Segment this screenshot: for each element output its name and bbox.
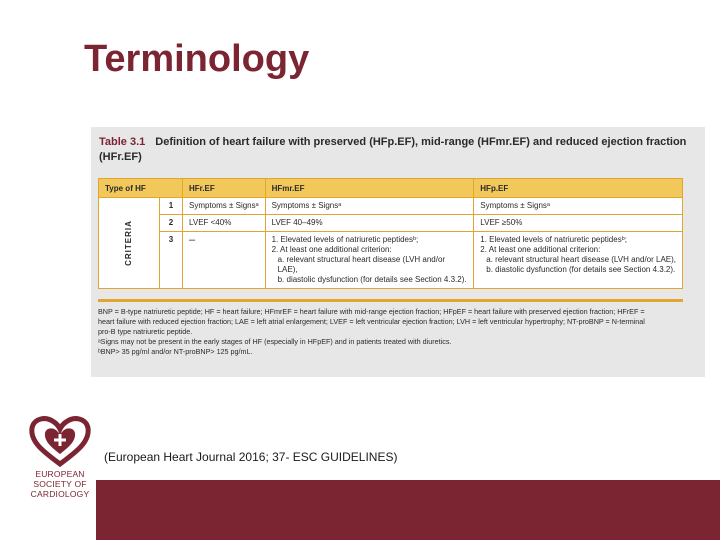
logo-line: EUROPEAN [35, 469, 85, 479]
criterion-line: 2. At least one additional criterion: [271, 245, 392, 254]
criterion-line: 1. Elevated levels of natriuretic peptidesᵇ; [480, 235, 627, 244]
table-caption [99, 135, 697, 150]
table-caption-line1: Definition of heart failure with preserved (HFp.EF), mid-range (HFmr.EF) and reduced ejection fraction [155, 136, 687, 148]
esc-logo [24, 414, 96, 498]
source-reference: (European Heart Journal 2016; 37- ESC GUIDELINES) [104, 450, 398, 464]
table-footnotes [98, 307, 698, 357]
heart-icon [24, 414, 96, 468]
footnote-line: heart failure with reduced ejection fraction; LAE = left atrial enlargement; LVEF = left ventricular ejection fraction; LVH = left ventricular hypertrophy; NT-proBNP = N-terminal [98, 317, 645, 326]
criteria-label: CRITERIA [124, 220, 133, 266]
esc-logo-text [24, 469, 96, 499]
cell-hfpef: Symptoms ± Signsᵃ [474, 198, 683, 215]
criterion-line: b. diastolic dysfunction (for details see Section 4.3.2). [277, 275, 467, 284]
criterion-line: 2. At least one additional criterion: [480, 245, 601, 254]
criterion-line: 1. Elevated levels of natriuretic peptidesᵇ; [271, 235, 419, 244]
footnote-line: pro-B type natriuretic peptide. [98, 327, 193, 336]
table-bottom-rule [98, 299, 683, 302]
logo-line: SOCIETY OF [33, 479, 87, 489]
cell-hfmref [265, 232, 474, 289]
table-row [99, 198, 683, 215]
criterion-line: a. relevant structural heart disease (LVH and/or LAE), [486, 255, 677, 264]
cell-hfref: – [183, 232, 266, 289]
table-header-row [99, 179, 683, 198]
criterion-line: b. diastolic dysfunction (for details see Section 4.3.2). [486, 265, 676, 274]
hf-definition-table [98, 178, 683, 289]
cell-hfref: LVEF <40% [183, 215, 266, 232]
table-number: Table 3.1 [99, 136, 146, 148]
row-number: 1 [160, 198, 183, 215]
cell-hfmref: Symptoms ± Signsᵃ [265, 198, 474, 215]
table-figure [91, 127, 705, 377]
table-row [99, 215, 683, 232]
row-number: 3 [160, 232, 183, 289]
header-hfref: HFr.EF [183, 179, 266, 198]
cell-hfpef: LVEF ≥50% [474, 215, 683, 232]
cell-hfref: Symptoms ± Signsᵃ [183, 198, 266, 215]
header-hfpef: HFp.EF [474, 179, 683, 198]
footnote-line: ᵇBNP> 35 pg/ml and/or NT-proBNP> 125 pg/mL. [98, 347, 253, 356]
footnote-line: BNP = B-type natriuretic peptide; HF = heart failure; HFmrEF = heart failure with mid-range ejection fraction; HFpEF = heart failure with preserved ejection fraction; HFrEF = [98, 307, 645, 316]
logo-line: CARDIOLOGY [30, 489, 90, 499]
header-type-of-hf: Type of HF [99, 179, 183, 198]
table-caption-line2: (HFr.EF) [99, 151, 142, 163]
footnote-line: ᵃSigns may not be present in the early stages of HF (especially in HFpEF) and in patients treated with diuretics. [98, 337, 452, 346]
criteria-cell [99, 198, 160, 289]
cell-hfpef [474, 232, 683, 289]
table-row [99, 232, 683, 289]
criterion-line: a. relevant structural heart disease (LVH and/or LAE), [277, 255, 446, 274]
row-number: 2 [160, 215, 183, 232]
header-hfmref: HFmr.EF [265, 179, 474, 198]
slide-title: Terminology [84, 38, 310, 80]
cell-hfmref: LVEF 40–49% [265, 215, 474, 232]
footer-bar [96, 480, 720, 540]
